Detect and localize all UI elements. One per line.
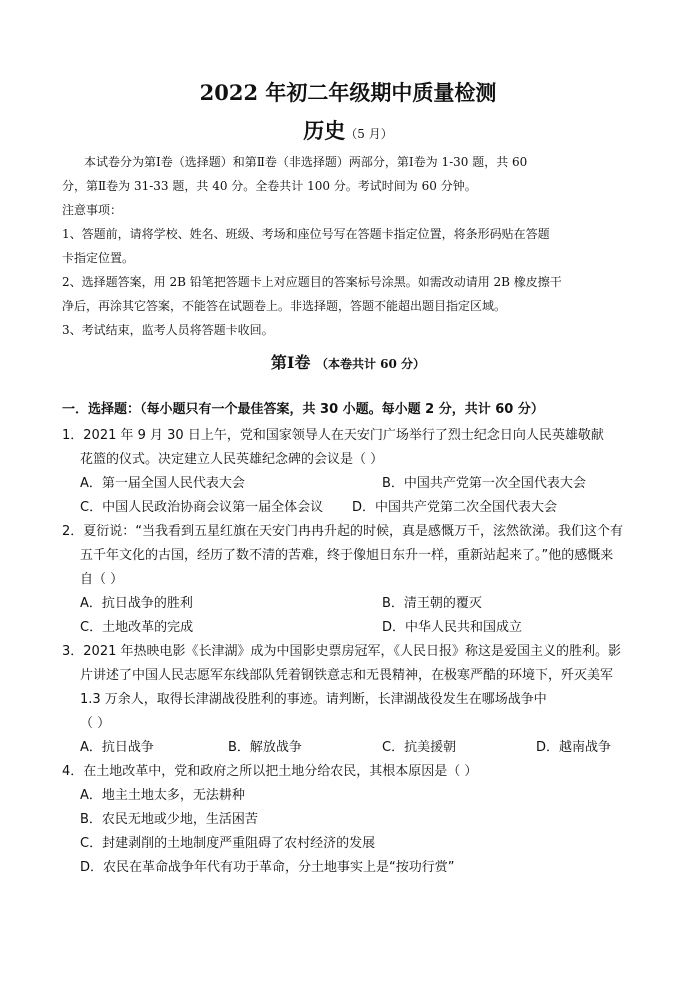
volume-heading [0,353,696,374]
question-4-option-b: B．农民无地或少地，生活困苦 [80,812,258,827]
question-1-line-1: 1．2021 年 9 月 30 日上午，党和国家领导人在天安门广场举行了烈士纪念日向人民英雄敬献 [62,428,604,443]
question-3-line-1: 3．2021 年热映电影《长津湖》成为中国影史票房冠军，《人民日报》称这是爱国主义的胜利。影 [62,644,621,659]
exam-title: 2022 年初二年级期中质量检测 [199,80,497,105]
question-3-line-2: 片讲述了中国人民志愿军东线部队凭着钢铁意志和无畏精神，在极寒严酷的环境下，歼灭美军 [80,668,614,683]
question-1-option-b: B．中国共产党第一次全国代表大会 [382,476,586,491]
question-4-option-a: A．地主土地太多，无法耕种 [80,788,245,803]
question-1-line-2: 花篮的仪式。决定建立人民英雄纪念碑的会议是（ ） [80,452,384,467]
question-3-line-3: 1.3 万余人，取得长津湖战役胜利的事迹。请判断，长津湖战役发生在哪场战争中 [80,692,547,707]
notice-item-1b: 卡指定位置。 [62,251,135,265]
notice-item-2b: 净后，再涂其它答案，不能答在试题卷上。非选择题，答题不能超出题目指定区域。 [62,299,507,313]
question-2-option-a: A．抗日战争的胜利 [80,596,193,611]
question-2-line-1: 2．夏衍说：“当我看到五星红旗在天安门冉冉升起的时候，真是感慨万千，泫然欲涕。我们这个有 [62,524,624,539]
question-4-line-1: 4．在土地改革中，党和政府之所以把土地分给农民，其根本原因是（ ） [62,764,478,779]
volume-note: （本卷共计 60 分） [316,357,426,371]
question-1-option-a: A．第一届全国人民代表大会 [80,476,245,491]
question-2-option-c: C．土地改革的完成 [80,620,194,635]
question-4-option-c: C．封建剥削的土地制度严重阻碍了农村经济的发展 [80,836,376,851]
question-3-option-d: D．越南战争 [536,740,612,755]
question-2-line-3: 自（ ） [80,572,124,587]
question-2-line-2: 五千年文化的古国，经历了数不清的苦难，终于像旭日东升一样，重新站起来了。”他的感慨来 [80,548,614,563]
question-2-option-d: D．中华人民共和国成立 [382,620,523,635]
intro-line-1: 本试卷分为第Ⅰ卷（选择题）和第Ⅱ卷（非选择题）两部分，第Ⅰ卷为 1-30 题，共 60 [84,155,528,169]
subject-heading [0,118,696,147]
question-3-option-c: C．抗美援朝 [382,740,457,755]
question-4-option-d: D．农民在革命战争年代有功于革命，分土地事实上是“按功行赏” [80,860,455,875]
question-3-option-b: B．解放战争 [228,740,302,755]
question-3-line-4: （ ） [80,716,111,731]
notice-item-3: 3、考试结束，监考人员将答题卡收回。 [62,323,274,337]
question-3-option-a: A．抗日战争 [80,740,154,755]
question-1-option-c: C．中国人民政治协商会议第一届全体会议 [80,500,324,515]
notice-item-2a: 2、选择题答案，用 2B 铅笔把答题卡上对应题目的答案标号涂黑。如需改动请用 2B 橡皮擦干 [62,275,562,289]
intro-line-2: 分，第Ⅱ卷为 31-33 题，共 40 分。全卷共计 100 分。考试时间为 60 分钟。 [62,179,477,193]
notice-item-1a: 1、答题前，请将学校、姓名、班级、考场和座位号写在答题卡指定位置，将条形码贴在答题 [62,227,550,241]
volume-label: 第Ⅰ卷 [270,353,311,372]
notice-title: 注意事项： [62,203,123,217]
section-heading: 一．选择题：（每小题只有一个最佳答案，共 30 小题。每小题 2 分，共计 60 分） [62,402,544,417]
subject-name: 历史 [303,118,346,143]
question-2-option-b: B．清王朝的覆灭 [382,596,482,611]
subject-note: （5 月） [345,127,393,141]
question-1-option-d: D．中国共产党第二次全国代表大会 [352,500,558,515]
